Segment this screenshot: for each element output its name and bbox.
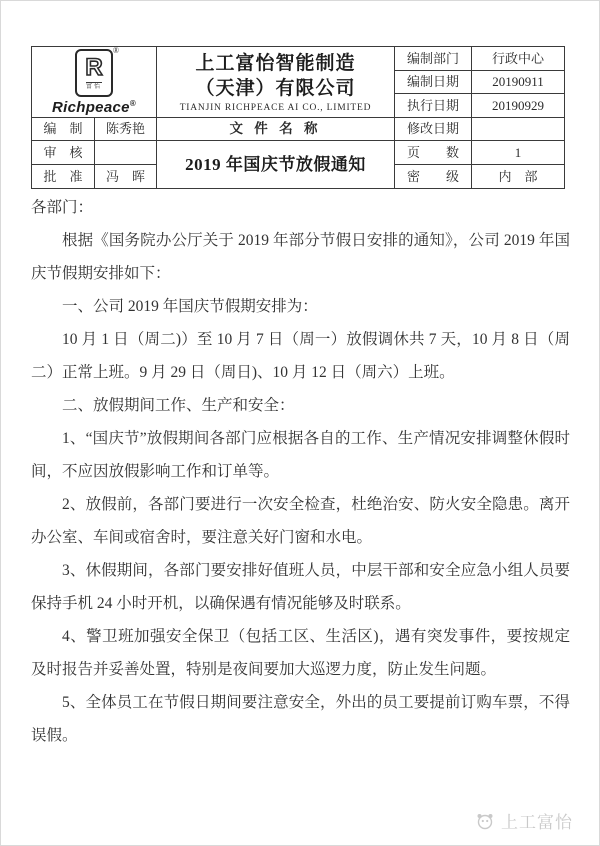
document-title: 2019 年国庆节放假通知	[157, 141, 395, 188]
company-name-en: TIANJIN RICHPEACE AI CO., LIMITED	[179, 102, 372, 113]
logo-subtext: 富怡	[85, 83, 102, 90]
company-name-cell	[157, 47, 395, 118]
field-label-approved-by: 批 准	[32, 165, 95, 189]
field-value-prepared-date: 20190911	[472, 71, 564, 95]
brand-text: Richpeace	[52, 98, 130, 116]
company-name-zh-line2: （天津）有限公司	[195, 78, 356, 99]
paragraph-item5: 5、全体员工在节假日期间要注意安全，外出的员工要提前订购车票，不得误假。	[31, 694, 570, 744]
logo-letter: R	[85, 53, 103, 81]
field-label-reviewed-by: 审 核	[32, 141, 95, 165]
paragraph-item4: 4、警卫班加强安全保卫（包括工区、生活区)，遇有突发事件，要按规定及时报告并妥善处置，特别是夜间要加大巡逻力度，防止发生问题。	[31, 628, 570, 678]
paragraph-section2: 二、放假期间工作、生产和安全：	[62, 397, 295, 414]
richpeace-panda-logo-icon	[475, 811, 495, 831]
paragraph-item3: 3、休假期间，各部门要安排好值班人员，中层干部和安全应急小组人员要保持手机 24 小时开机，以确保遇有情况能够及时联系。	[31, 562, 570, 612]
paragraph-section1: 一、公司 2019 年国庆节假期安排为：	[62, 298, 318, 315]
paragraph-item2: 2、放假前，各部门要进行一次安全检查，杜绝治安、防火安全隐患。离开办公室、车间或宿舍时，要注意关好门窗和水电。	[31, 496, 570, 546]
paragraph-intro: 根据《国务院办公厅关于 2019 年部分节假日安排的通知》，公司 2019 年国庆节假期安排如下：	[31, 232, 570, 282]
field-label-page-count: 页 数	[395, 141, 472, 165]
field-value-page-count: 1	[472, 141, 564, 165]
watermark-text: 上工富怡	[501, 813, 573, 832]
field-label-modified-date: 修改日期	[395, 118, 472, 142]
field-label-prepared-by: 编 制	[32, 118, 95, 142]
field-value-prepared-dept: 行政中心	[472, 47, 564, 71]
richpeace-logo-icon	[75, 47, 119, 97]
registered-mark-icon: ®	[112, 47, 119, 55]
document-header-table	[31, 46, 565, 189]
notice-body	[31, 191, 570, 752]
field-value-prepared-by: 陈秀艳	[95, 118, 157, 142]
registered-mark-icon: ®	[129, 98, 136, 108]
field-value-approved-by: 冯 晖	[95, 165, 157, 189]
paragraph-holiday-dates: 10 月 1 日（周二)）至 10 月 7 日（周一）放假调休共 7 天，10 月 8 日（周二）正常上班。9 月 29 日（周日)、10 月 12 日（周六）上班。	[31, 331, 570, 381]
field-value-effective-date: 20190929	[472, 94, 564, 118]
company-logo-cell	[32, 47, 157, 118]
field-value-reviewed-by	[95, 141, 157, 165]
footer-watermark	[475, 808, 573, 833]
document-name-label: 文 件 名 称	[157, 118, 395, 142]
field-label-prepared-dept: 编制部门	[395, 47, 472, 71]
paragraph-item1: 1、“国庆节”放假期间各部门应根据各自的工作、生产情况安排调整休假时间，不应因放假影响工作和订单等。	[31, 430, 570, 480]
company-name-zh-line1: 上工富怡智能制造	[195, 53, 356, 75]
brand-name	[52, 100, 136, 115]
field-value-security-level: 内 部	[498, 168, 538, 184]
field-label-security-level: 密 级	[395, 165, 472, 189]
field-label-effective-date: 执行日期	[395, 94, 472, 118]
field-value-modified-date	[472, 118, 564, 142]
salutation: 各部门：	[31, 199, 94, 216]
field-label-prepared-date: 编制日期	[395, 71, 472, 95]
